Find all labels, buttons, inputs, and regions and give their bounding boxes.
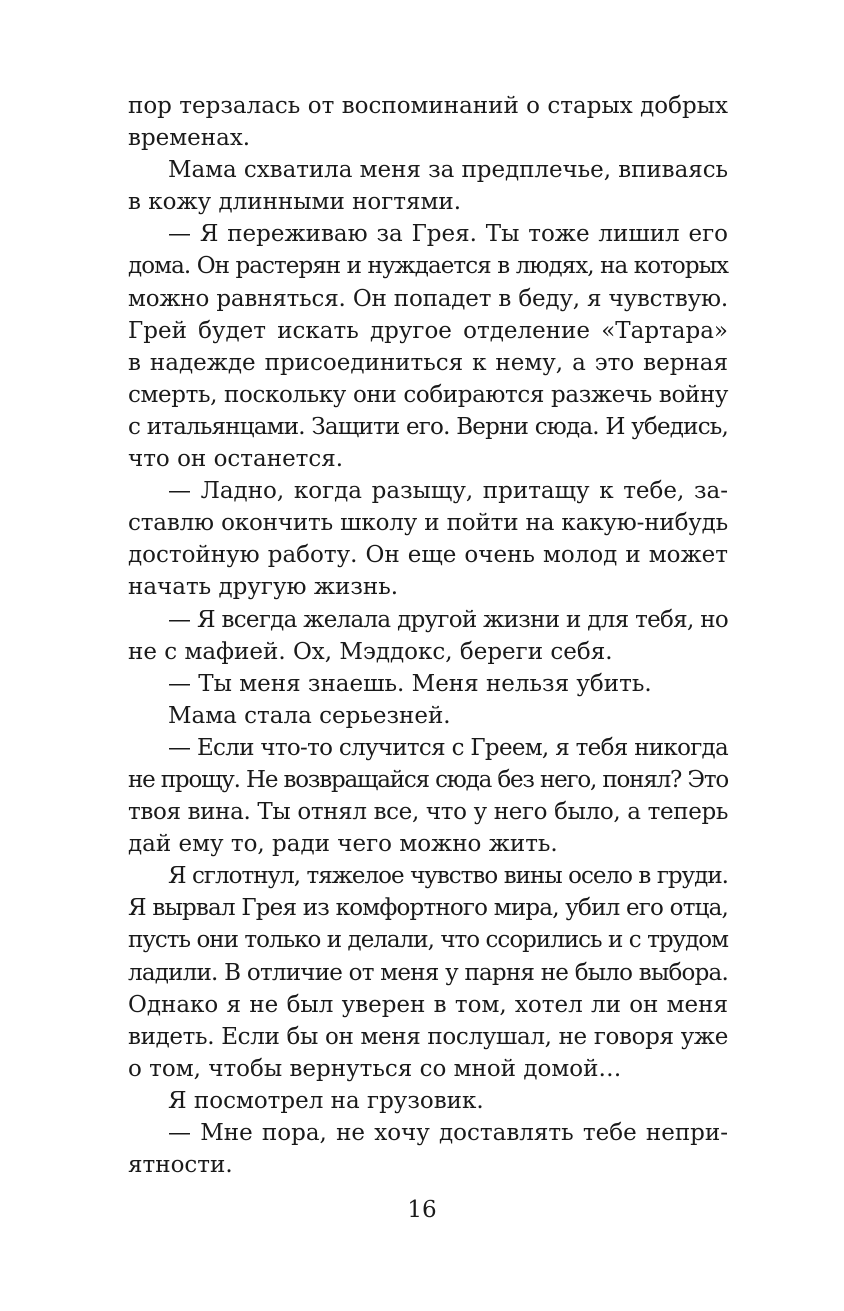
text-line: пусть они только и делали, что ссорились и с трудом	[128, 927, 728, 954]
text-line: с итальянцами. Защити его. Верни сюда. И убедись,	[128, 413, 728, 440]
text-line: Однако я не был уверен в том, хотел ли он меня	[128, 991, 728, 1018]
text-line: смерть, поскольку они собираются разжечь войну	[128, 381, 728, 408]
text-line: — Мне пора, не хочу доставлять тебе непри-	[168, 1120, 728, 1146]
text-line: что он останется.	[128, 446, 344, 473]
text-line: не прощу. Не возвращайся сюда без него, понял? Это	[128, 766, 728, 793]
text-line: достойную работу. Он еще очень молод и может	[128, 542, 728, 569]
text-line: Мама схватила меня за предплечье, впиваясь	[168, 157, 728, 184]
text-line: ятности.	[128, 1152, 233, 1179]
text-line: Я посмотрел на грузовик.	[168, 1087, 484, 1114]
text-line: Я вырвал Грея из комфортного мира, убил его отца,	[128, 895, 728, 922]
text-line: ставлю окончить школу и пойти на какую-нибудь	[128, 510, 728, 537]
text-line: дома. Он растерян и нуждается в людях, на которых	[128, 253, 728, 280]
body-text	[128, 90, 728, 1181]
text-line: видеть. Если бы он меня послушал, не говоря уже	[128, 1023, 728, 1050]
text-line: ладили. В отличие от меня у парня не было выбора.	[128, 959, 728, 986]
text-line: пор терзалась от воспоминаний о старых добрых	[128, 93, 728, 119]
page-number: 16	[407, 1197, 437, 1223]
text-line: Грей будет искать другое отделение «Тартара»	[128, 317, 728, 344]
text-line: Мама стала серьезней.	[168, 702, 451, 729]
text-line: дай ему то, ради чего можно жить.	[128, 831, 558, 858]
text-line: временах.	[128, 125, 251, 152]
text-line: — Я всегда желала другой жизни и для тебя, но	[168, 606, 728, 633]
text-line: — Если что-то случится с Греем, я тебя никогда	[168, 734, 728, 761]
text-line: начать другую жизнь.	[128, 574, 399, 601]
text-line: Я сглотнул, тяжелое чувство вины осело в груди.	[168, 863, 728, 890]
text-line: не с мафией. Ох, Мэддокс, береги себя.	[128, 638, 613, 665]
text-line: — Ладно, когда разыщу, притащу к тебе, за-	[168, 478, 728, 505]
text-line: о том, чтобы вернуться со мной домой…	[128, 1055, 622, 1082]
text-line: в кожу длинными ногтями.	[128, 189, 462, 216]
text-line: твоя вина. Ты отнял все, что у него было, а теперь	[128, 799, 728, 826]
text-line: можно равняться. Он попадет в беду, я чувствую.	[128, 285, 728, 312]
text-line: в надежде присоединиться к нему, а это верная	[128, 349, 728, 376]
text-line: — Ты меня знаешь. Меня нельзя убить.	[168, 670, 652, 697]
text-line: — Я переживаю за Грея. Ты тоже лишил его	[168, 221, 728, 248]
